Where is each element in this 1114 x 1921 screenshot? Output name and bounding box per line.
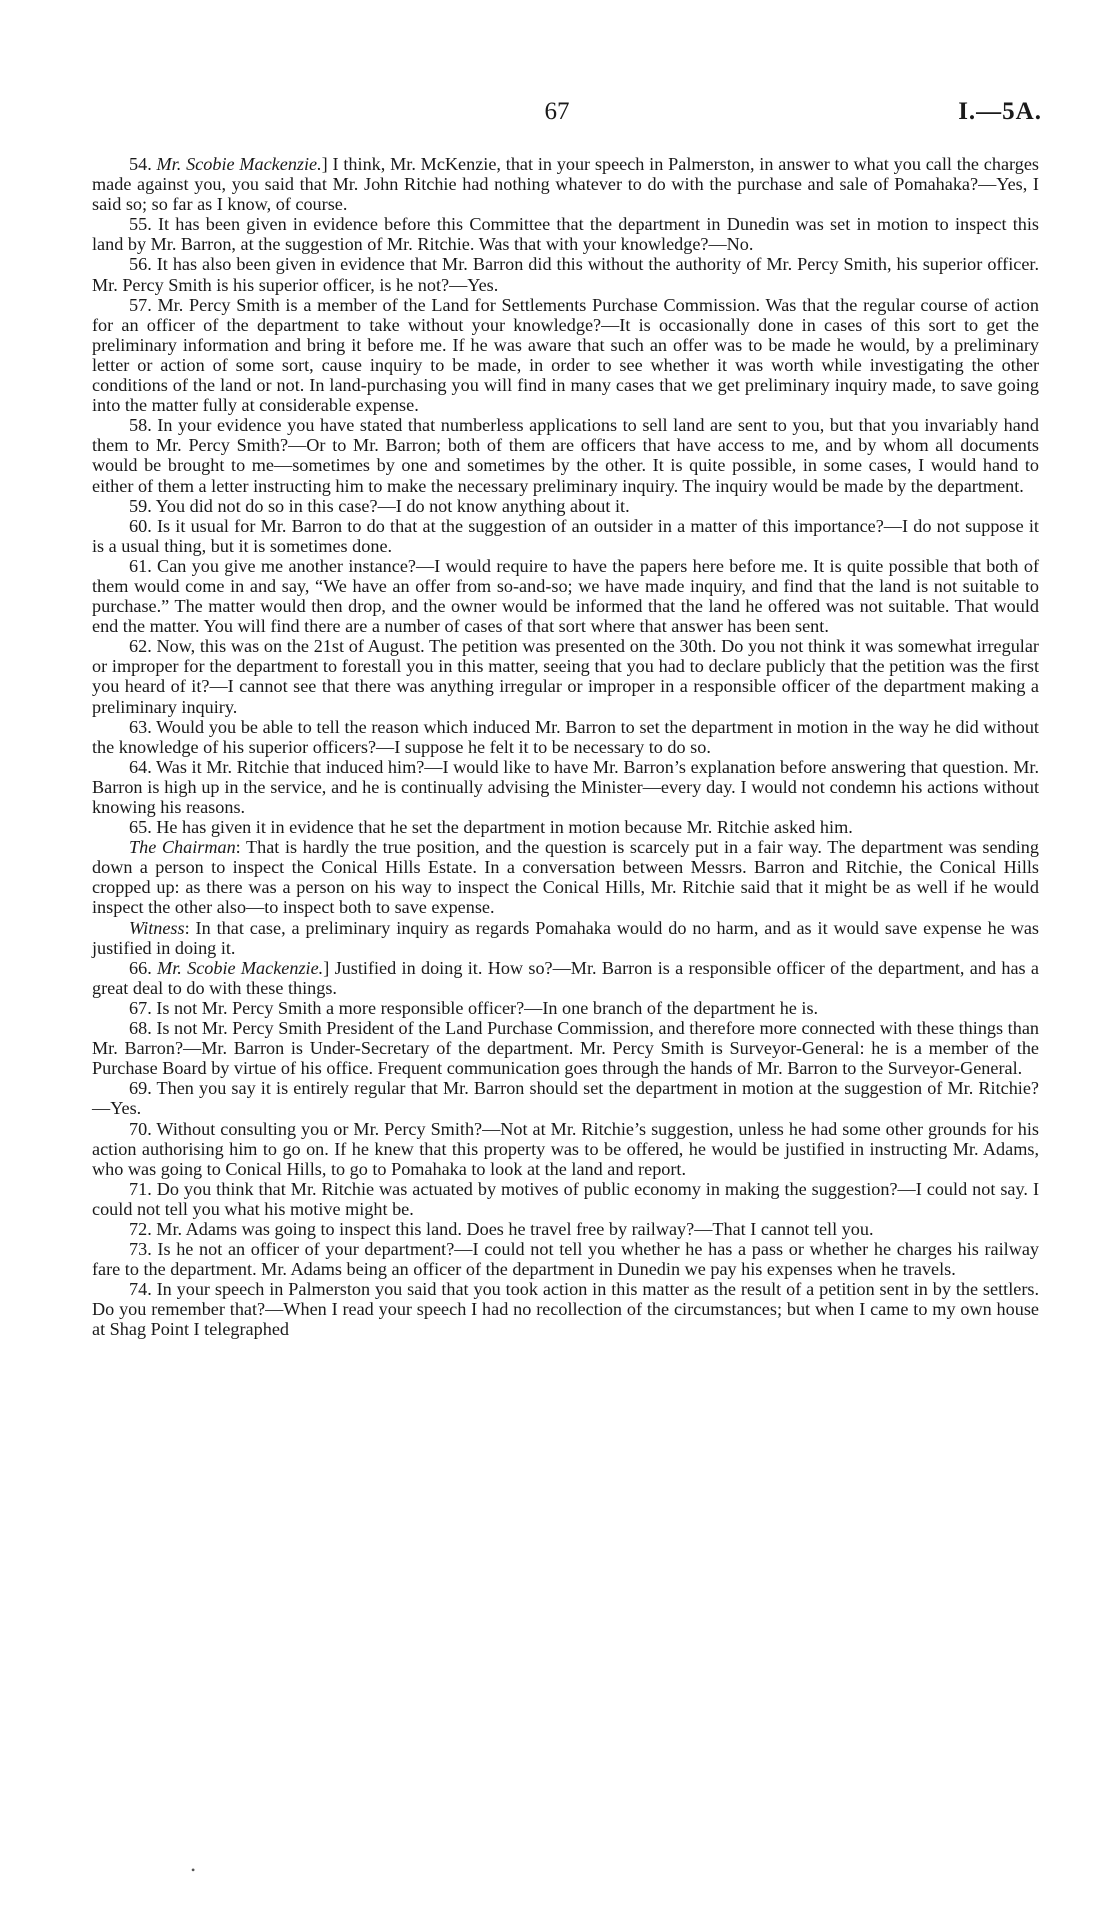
testimony-paragraph xyxy=(92,1179,1039,1219)
paragraph-text: : That is hardly the true position, and the question is scarcely put in a fair way. The department was sending down a person to inspect the Conical Hills Estate. In a conversation between Messrs. Barron and Ritchie, the Conical Hills cropped up: as there was a person on his way to inspect the Conical Hills, Mr. Ritchie said that it might be as well if he would inspect the other also—to inspect both to save expense. xyxy=(92,837,1039,918)
paragraph-text: 55. It has been given in evidence before this Committee that the department in Dunedin was set in motion to inspect this land by Mr. Barron, at the suggestion of Mr. Ritchie. Was that with your knowledge?—No. xyxy=(92,214,1039,255)
page-header xyxy=(0,98,1114,138)
paragraph-text: 65. He has given it in evidence that he set the department in motion because Mr. Ritchie asked him. xyxy=(129,817,853,838)
testimony-paragraph xyxy=(92,1078,1039,1118)
testimony-paragraph xyxy=(92,1219,1039,1239)
testimony-paragraph xyxy=(92,817,1039,837)
testimony-paragraph xyxy=(92,1018,1039,1078)
paragraph-text: 69. Then you say it is entirely regular that Mr. Barron should set the department in motion at the suggestion of Mr. Ritchie?—Yes. xyxy=(92,1078,1039,1119)
paragraph-text: 57. Mr. Percy Smith is a member of the Land for Settlements Purchase Commission. Was that the regular course of action for an officer of the department to take without your knowledge?—It is occasionally done in cases of this sort to get the preliminary information and bring it before me. If he was aware that such an offer was to be made he would, by a preliminary letter or action of some sort, cause inquiry to be made, in order to see whether it was worth while investigating the other conditions of the land or not. In land-purchasing you will find in many cases that we get preliminary inquiry made, to save going into the matter fully at considerable expense. xyxy=(92,294,1039,416)
paragraph-text: ] I think, Mr. McKenzie, that in your speech in Palmerston, in answer to what you call the charges made against you, you said that Mr. John Ritchie had nothing whatever to do with the purchase and sale of Pomahaka?—Yes, I said so; so far as I know, of course. xyxy=(92,154,1039,215)
testimony-paragraph xyxy=(92,717,1039,757)
stray-mark: • xyxy=(191,1863,196,1877)
paragraph-text: 68. Is not Mr. Percy Smith President of the Land Purchase Commission, and therefore more connected with these things than Mr. Barron?—Mr. Barron is Under-Secretary of the department. Mr. Percy Smith is Surveyor-General: he is a member of the Purchase Board by virtue of his office. Frequent communication goes through the hands of Mr. Barron to the Surveyor-General. xyxy=(92,1018,1039,1079)
paragraph-text: 70. Without consulting you or Mr. Percy Smith?—Not at Mr. Ritchie’s suggestion, unless he had some other grounds for his action authorising him to go on. If he knew that this property was to be offered, he would be justified in instructing Mr. Adams, who was going to Conical Hills, to go to Pomahaka to look at the land and report. xyxy=(92,1118,1039,1179)
paragraph-text: 60. Is it usual for Mr. Barron to do that at the suggestion of an outsider in a matter of this importance?—I do not suppose it is a usual thing, but it is sometimes done. xyxy=(92,515,1039,556)
paragraph-text: 59. You did not do so in this case?—I do not know anything about it. xyxy=(129,495,630,516)
testimony-paragraph xyxy=(92,415,1039,495)
testimony-paragraph xyxy=(92,154,1039,214)
speaker-name: Mr. Scobie Mackenzie. xyxy=(157,957,324,978)
testimony-paragraph xyxy=(92,958,1039,998)
paragraph-text: 73. Is he not an officer of your department?—I could not tell you whether he has a pass or whether he charges his railway fare to the department. Mr. Adams being an officer of the department in Dunedin we pay his expenses when he travels. xyxy=(92,1239,1039,1280)
testimony-paragraph xyxy=(92,254,1039,294)
speaker-name: The Chairman xyxy=(129,837,236,858)
testimony-paragraph xyxy=(92,496,1039,516)
testimony-paragraph xyxy=(92,1119,1039,1179)
paragraph-text: : In that case, a preliminary inquiry as regards Pomahaka would do no harm, and as it would save expense he was justified in doing it. xyxy=(92,917,1039,958)
testimony-paragraph xyxy=(92,556,1039,636)
paragraph-text: 58. In your evidence you have stated that numberless applications to sell land are sent to you, but that you invariably hand them to Mr. Percy Smith?—Or to Mr. Barron; both of them are officers that have access to me, and by whom all documents would be brought to me—sometimes by one and sometimes by the other. It is quite possible, in some cases, I would hand to either of them a letter instructing him to make the necessary preliminary inquiry. The inquiry would be made by the department. xyxy=(92,415,1039,496)
paragraph-text: 71. Do you think that Mr. Ritchie was actuated by motives of public economy in making the suggestion?—I could not say. I could not tell you what his motive might be. xyxy=(92,1178,1039,1219)
speaker-name: Witness xyxy=(129,917,185,938)
document-reference: I.—5A. xyxy=(958,98,1042,125)
testimony-paragraph xyxy=(92,1279,1039,1339)
paragraph-text: 61. Can you give me another instance?—I would require to have the papers here before me. It is quite possible that both of them would come in and say, “We have an offer from so-and-so; we have made inquiry, and find that the land is not suitable to purchase.” The matter would then drop, and the owner would be informed that the land he offered was not suitable. That would end the matter. You will find there are a number of cases of that sort where that answer has been sent. xyxy=(92,555,1039,637)
paragraph-text: 64. Was it Mr. Ritchie that induced him?—I would like to have Mr. Barron’s explanation before answering that question. Mr. Barron is high up in the service, and he is continually advising the Minister—every day. I would not condemn his actions without knowing his reasons. xyxy=(92,756,1039,817)
paragraph-text: 62. Now, this was on the 21st of August. The petition was presented on the 30th. Do you not think it was somewhat irregular or improper for the department to forestall you in this matter, seeing that you had to declare publicly that the petition was the first you heard of it?—I cannot see that there was anything irregular or improper in a responsible officer of the department making a preliminary inquiry. xyxy=(92,636,1039,717)
testimony-paragraph xyxy=(92,516,1039,556)
page-number: 67 xyxy=(544,98,570,125)
testimony-paragraph xyxy=(92,757,1039,817)
speaker-name: Mr. Scobie Mackenzie. xyxy=(156,154,322,174)
testimony-paragraph xyxy=(92,837,1039,917)
testimony-paragraph xyxy=(92,998,1039,1018)
paragraph-text: ] Justified in doing it. How so?—Mr. Barron is a responsible officer of the department, and has a great deal to do with these things. xyxy=(92,957,1039,998)
paragraph-text: 56. It has also been given in evidence that Mr. Barron did this without the authority of Mr. Percy Smith, his superior officer. Mr. Percy Smith is his superior officer, is he not?—Yes. xyxy=(92,254,1039,295)
paragraph-text: 67. Is not Mr. Percy Smith a more responsible officer?—In one branch of the department he is. xyxy=(129,997,819,1018)
paragraph-text: 74. In your speech in Palmerston you said that you took action in this matter as the result of a petition sent in by the settlers. Do you remember that?—When I read your speech I had no recollection of the circumstances; but when I came to my own house at Shag Point I telegraphed xyxy=(92,1279,1039,1340)
testimony-paragraph xyxy=(92,214,1039,254)
question-number: 66. xyxy=(129,957,158,978)
paragraph-text: 63. Would you be able to tell the reason which induced Mr. Barron to set the department in motion in the way he did without the knowledge of his superior officers?—I suppose he felt it to be necessary to do so. xyxy=(92,716,1039,757)
testimony-paragraph xyxy=(92,918,1039,958)
testimony-paragraph xyxy=(92,636,1039,716)
question-number: 54. xyxy=(129,154,157,174)
testimony-paragraph xyxy=(92,295,1039,416)
paragraph-text: 72. Mr. Adams was going to inspect this land. Does he travel free by railway?—That I cannot tell you. xyxy=(129,1218,874,1239)
testimony-paragraph xyxy=(92,1239,1039,1279)
document-body xyxy=(92,154,1039,1340)
